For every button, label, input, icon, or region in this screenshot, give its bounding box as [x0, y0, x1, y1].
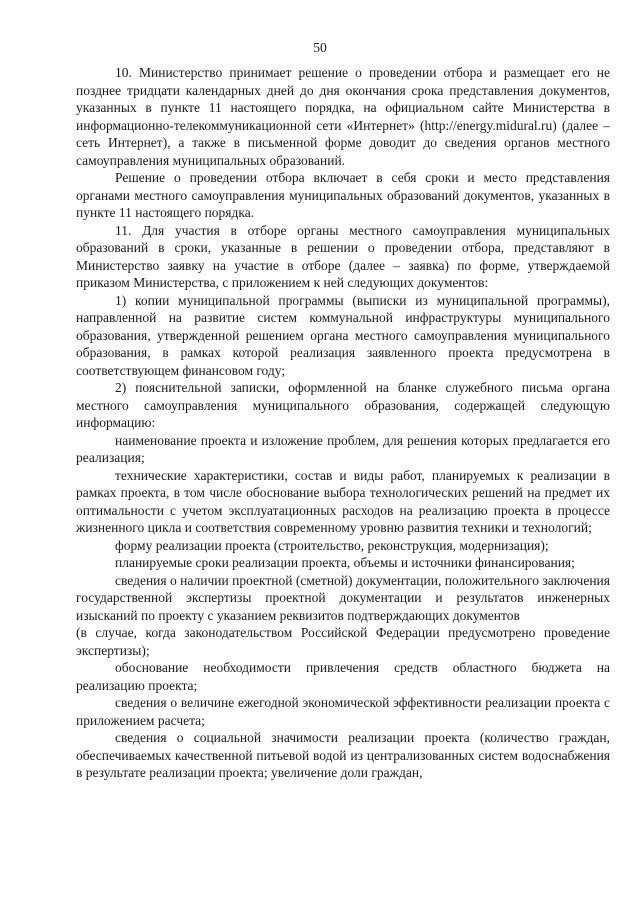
paragraph: 11. Для участия в отборе органы местного самоуправления муниципальных образований в сроки, указанные в решении о проведении отбора, представляют в Министерство заявку на участие в отборе (далее – заявка) по форме, утверждаемой приказом Министерства, с приложением к ней следующих документов:: [76, 222, 610, 290]
paragraph: Решение о проведении отбора включает в себя сроки и место представления органами местного самоуправления муниципальных образований документов, указанных в пункте 11 настоящего порядка.: [76, 170, 610, 220]
paragraph: сведения о величине ежегодной экономической эффективности реализации проекта с приложением расчета;: [76, 695, 610, 728]
paragraph: (в случае, когда законодательством Российской Федерации предусмотрено проведение экспертизы);: [76, 625, 610, 658]
paragraph: технические характеристики, состав и виды работ, планируемых к реализации в рамках проекта, в том числе обоснование выбора технологических решений на предмет их оптимальности с учетом эксплуатационных расходов на реализацию проекта в процессе жизненного цикла и соответствия современному уровню развития техники и технологий;: [76, 467, 610, 535]
body-text: [76, 64, 610, 782]
paragraph: сведения о социальной значимости реализации проекта (количество граждан, обеспечиваемых качественной питьевой водой из централизованных систем водоснабжения в результате реализации проекта; увеличение доли граждан,: [76, 730, 610, 780]
paragraph: обоснование необходимости привлечения средств областного бюджета на реализацию проекта;: [76, 660, 610, 693]
paragraph: форму реализации проекта (строительство, реконструкция, модернизация);: [115, 537, 549, 553]
page-number: 50: [313, 40, 327, 55]
paragraph: планируемые сроки реализации проекта, объемы и источники финансирования;: [115, 555, 575, 570]
paragraph: 2) пояснительной записки, оформленной на бланке служебного письма органа местного самоуправления муниципального образования, содержащей следующую информацию:: [76, 380, 610, 430]
paragraph: 1) копии муниципальной программы (выписки из муниципальной программы), направленной на развитие систем коммунальной инфраструктуры муниципального образования, утвержденной решением органа местного самоуправления муниципального образования, в рамках которой реализация заявленного проекта предусмотрена в соответствующем финансовом году;: [76, 292, 610, 378]
paragraph: сведения о наличии проектной (сметной) документации, положительного заключения государственной экспертизы проектной документации и результатов инженерных изысканий по проекту с указанием реквизитов подтверждающих документов: [76, 572, 610, 623]
paragraph: 10. Министерство принимает решение о проведении отбора и размещает его не позднее тридцати календарных дней до дня окончания срока представления документов, указанных в пункте 11 настоящего порядка, на официальном сайте Министерства в информационно-телекоммуникационной сети «Интернет» (http://energy.midural.ru) (далее – сеть Интернет), а также в письменной форме доводит до сведения органов местного самоуправления муниципальных образований.: [76, 65, 610, 168]
paragraph: наименование проекта и изложение проблем, для решения которых предлагается его реализация;: [76, 432, 610, 465]
